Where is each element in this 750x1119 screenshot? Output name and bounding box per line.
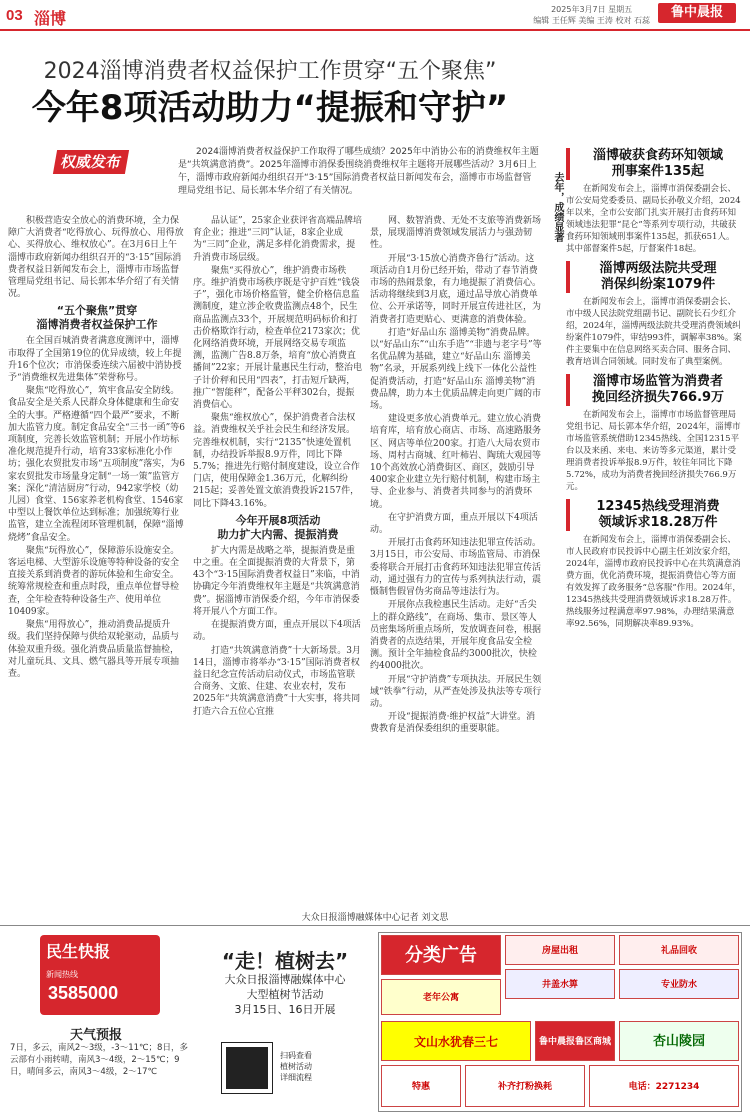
- hotline-title: 民生快报: [46, 942, 111, 961]
- article-kicker: 2024淄博消费者权益保护工作贯穿“五个聚焦”: [43, 59, 497, 84]
- classified-ads: [378, 932, 742, 1112]
- article-headline: 今年8项活动助力“提振和守护”: [31, 88, 509, 128]
- authority-tag: 权威发布: [53, 150, 129, 174]
- ad-box: 老年公寓: [381, 979, 501, 1015]
- sidebar-heading: 淄博破获食药环知领域 刑事案件135起: [566, 148, 742, 180]
- paragraph: 在提振消费方面，重点开展以下4项活动。: [193, 620, 361, 643]
- weather-forecast: 7日，多云，南风2～3级，-3～11℃；8日，多云部有小雨转晴，南风3～4级，2～15℃；9日，晴间多云，南风3～4级，2～17℃: [10, 1043, 188, 1077]
- sidebar: [566, 148, 742, 636]
- ad-box: 杏山陵园: [619, 1021, 739, 1061]
- issue-date: 2025年3月7日 星期五: [551, 5, 633, 14]
- sidebar-vertical-label: 去年，成绩显著: [552, 172, 563, 242]
- sidebar-text: 在新闻发布会上，淄博市消保委副会长、市公安局党委委员、副局长孙敬义介绍，2024年以来，全市公安部门扎实开展打击食药环知领域违法犯罪“昆仑”等系列专项行动，共破获食药环知领域刑事案件135起，抓获651人。其中部督案件5起，厅督案件18起。: [566, 184, 741, 254]
- ad-banner: 分类广告: [381, 935, 501, 975]
- page-header: [0, 0, 750, 30]
- paragraph: 开展你点我检惠民生活动。走好“舌尖上的群众路线”，在商场、集市、景区等人员密集场所重点场所，发放调查问卷，根据消费者的点选结果，开展年度食品安全检测。预计全年抽检食品约3000批次，快检约4000批次。: [370, 600, 542, 672]
- reporter-credit: 大众日报淄博融媒体中心记者 刘文思: [301, 913, 449, 923]
- sidebar-heading: 淄博两级法院共受理 消保纠纷案1079件: [566, 261, 742, 293]
- paragraph: 聚焦“用得放心”，推动消费品提质升级。我们坚持保障与供给双轮驱动，品质与体验双重升级。强化消费品质量监督抽检，对儿童玩具、文具、燃气器具等开展专项抽查。: [8, 620, 180, 679]
- tree-planting-title: “走！植树去”: [221, 949, 349, 973]
- ad-box: 专业防水: [619, 969, 739, 999]
- hotline-label: 新闻热线: [46, 970, 78, 979]
- paragraph: 聚焦“维权放心”，保护消费者合法权益。消费维权关乎社会民生和经济发展。完善维权机制，实行“2135”快速处置机制，办结投诉举报8.9万件，同比下降5.7%；推进先行赔付制度建设，设立合作门店，使用保障金1.36万元，化解纠纷215起；妥善处置文旅消费投诉2157件，同比下降43.16%。: [193, 413, 360, 509]
- divider: [0, 925, 750, 926]
- paragraph: 开展“3·15放心消费齐鲁行”活动。这项活动自1月份已经开始，带动了春节消费市场的热闹景象，有力地提振了消费信心。活动将继续到3月底，通过品导放心消费单位、公开承诺等，同时开展宣传进社区，为消费者打造更贴心、更满意的消费体验。: [370, 253, 542, 325]
- paragraph: 开展“守护消费”专项执法。开展民生领域“铁拳”行动，从严查处涉及执法等专项行动。: [370, 674, 542, 709]
- paragraph: 开设“提振消费·维护权益”大讲堂。消费教育是消保委组织的重要职能。: [370, 712, 536, 735]
- ad-box: 鲁中晨报鲁区商城: [535, 1021, 615, 1061]
- ad-box: 房屋出租: [505, 935, 615, 965]
- sidebar-heading: 淄博市场监管为消费者 挽回经济损失766.9万: [566, 374, 742, 406]
- paragraph: 打造“共筑满意消费”十大新场景。3月14日，淄博市将举办“3·15”国际消费者权益日纪念宣传活动启动仪式，市场监管联合商务、文旅、住建、农业农村，发布2025年“共筑满意消费”十大实事，将共同打造六合五位心宜推: [193, 645, 361, 717]
- paragraph: 扩大内需是战略之举，提振消费是重中之重。在全面提振消费的大背景下，第43个“3·15国际消费者权益日”来临，中消协确定今年消费维权年主题是“共筑满意消费”。据淄博市消保委介绍，今年市消保委将开展八个方面工作。: [193, 545, 360, 617]
- paragraph: 打造“好品山东 淄博美物”消费品牌。以“好品山东”“山东手造”“非遗与老字号”等名优品牌为基础，建立“好品山东 淄博美物”名录，开展系列线上线下一体化公益性促消费活动，打造“好品山东 淄博美物”消费品牌，助力本土优质品牌走向更广阔的市场。: [370, 327, 542, 412]
- news-hotline-box: [40, 935, 160, 1015]
- paragraph: 网、数智消费、无处不支旅等消费新场景，展现淄博消费领域发展活力与强劲韧性。: [370, 216, 542, 251]
- article-lead: 2024淄博消费者权益保护工作取得了哪些成绩？2025年中消协公布的消费维权年主题是“共筑满意消费”。2025年淄博市消保委围绕消费维权年主题将开展哪些活动？3月6日上午，淄博市政府新闻办组织召开“3·15”国际消费者权益日新闻发布会，淄博市市场监督管理局党组书记、局长郭本华介绍了有关情况。: [178, 147, 539, 196]
- newspaper-logo: 鲁中晨报: [658, 3, 736, 23]
- ad-box: 文山水犹春三七: [381, 1021, 531, 1061]
- header-meta: [533, 4, 650, 26]
- paragraph: 品认证”，25家企业获评省高端品牌培育企业；推进“三同”认证，8家企业成为“三同”企业，满足多样化消费需求，提升消费市场层级。: [193, 216, 363, 263]
- qr-caption: 扫码查看 植树活动 详细流程: [280, 1051, 312, 1082]
- subheading: “五个聚焦”贯穿 淄博消费者权益保护工作: [36, 304, 158, 332]
- paragraph: 在守护消费方面，重点开展以下4项活动。: [370, 512, 538, 536]
- paragraph: 建设更多放心消费单元。建立放心消费培育库，培育放心商店、市场、高速路服务区、网店等单位200家。打造八大局农贸市场、周村古商城、红叶柿岩、陶琉大观园等10个高效放心消费街区、商区，鼓励引导400家企业建立先行赔付机制，构建市场主导、企业参与、消费者共同参与的消费环境。: [370, 414, 542, 510]
- article-column-2: [193, 215, 363, 905]
- sidebar-text: 在新闻发布会上，淄博市消保委副会长、市人民政府市民投诉中心副主任刘汝家介绍，2024年，淄博市政府民投诉中心在共筑满意消费方面，优化消费环境，提振消费信心等方面有效发挥了政务服务“总客服”作用。2024年，12345热线共受理消费领域诉求18.28万件。热线服务过程满意率97.98%，办理结果满意率92.56%，同期解决率89.93%。: [566, 535, 741, 629]
- ad-box: 电话：2271234: [589, 1065, 739, 1107]
- article-column-1: [8, 215, 186, 905]
- ad-box: 井盖水箅: [505, 969, 615, 999]
- article-column-3: [370, 215, 542, 905]
- ad-box: 补齐打粉换耗: [465, 1065, 585, 1107]
- header-rule: [0, 29, 750, 31]
- section-name: 淄博: [34, 9, 67, 28]
- paragraph: 开展打击食药环知违法犯罪宣传活动。3月15日，市公安局、市场监管局、市消保委将联合开展打击食药环知违法犯罪宣传活动，通过强有力的宣传与系列执法行动，震慑制售假冒伪劣商品等违法行为。: [370, 538, 542, 598]
- qr-code-icon[interactable]: [222, 1043, 272, 1093]
- ad-box: 礼品回收: [619, 935, 739, 965]
- ad-box: 特惠: [381, 1065, 461, 1107]
- paragraph: 聚焦“吃得放心”，筑牢食品安全防线。食品安全是关系人民群众身体健康和生命安全的大事。严格遵循“四个最严”要求，不断加大监管力度。制定食品安全“三书一函”等6项制度，完善长效监管机制；开展小作坊标准化规范提升行动，培育33家标准化小作坊；强化农贸批发市场“五项制度”落实，为6家农贸批发市场量身定制“一场一策”监管方案；深化“清洁厨房”行动，942家学校（幼儿园）食堂、156家养老机构食堂、1546家中型以上餐饮单位达到标准；加强统筹行业监管，建立全流程闭环管理机制，保障“淄博烧烤”食品安全。: [8, 386, 185, 543]
- weather-title: 天气预报: [70, 1028, 123, 1043]
- subheading: 今年开展8项活动 助力扩大内需、提振消费: [217, 513, 339, 541]
- sidebar-text: 在新闻发布会上，淄博市消保委副会长、市中级人民法院党组副书记、副院长石少红介绍，2024年，淄博两级法院共受理消费领域纠纷案件1079件，审结993件，调解率38%。案件主要集中在信息网络买卖合同、服务合同、教育培训合同领域。同时发布了典型案例。: [566, 297, 742, 367]
- sidebar-text: 在新闻发布会上，淄博市市场监督管理局党组书记、局长郭本华介绍，2024年，淄博市市场监管系统借助12345热线、全国12315平台以及来函、来电、来访等多元渠道，累计受理消费者投诉举报8.9万件，较往年同比下降5.72%，成功为消费者挽回经济损失766.9万元。: [566, 410, 741, 492]
- page-number: 03: [6, 7, 23, 24]
- tree-planting-info: 大众日报淄博融媒体中心 大型植树节活动 3月15日、16日开展: [224, 973, 346, 1016]
- paragraph: 积极营造安全放心的消费环境，全力保障广大消费者“吃得放心、玩得放心、用得放心、买得放心、维权放心”。在3月6日上午淄博市政府新闻办组织召开的“3·15”国际消费者权益日新闻发布会上，淄博市市场监督管理局党组书记、局长郭本华介绍了有关情况。: [8, 216, 184, 300]
- editors: 编辑 王任辉 美编 王涛 校对 石蕊: [533, 16, 650, 25]
- paragraph: 聚焦“玩得放心”，保障游乐设施安全。客运电梯、大型游乐设施等特种设备的安全直接关系到消费者的游玩体验和生命安全。统筹常规检查和重点时段，重点单位督导检查，全年检查特种设备生产、使用单位10409家。: [8, 545, 180, 617]
- hotline-phone: 3585000: [48, 983, 119, 1003]
- paragraph: 聚焦“买得放心”，维护消费市场秩序。维护消费市场秩序既是守护百姓“钱袋子”，强化市场价格监管，健全价格信息监测制度，建立涉企收费监测点48个，民生商品监测点33个，开展规范明码标价和打击价格欺诈行动，检查单位2173家次；优化网络消费环境，开展网络交易专项监测，监测广告8.8万条，培育“放心消费直播间”22家；开展计量惠民生行动，整治电子计价秤和民用“四表”，打击短斤缺两，推广“智能秤”，配备公平秤302台，提振消费信心。: [193, 265, 363, 411]
- sidebar-heading: 12345热线受理消费 领域诉求18.28万件: [566, 499, 742, 531]
- paragraph: 在全国百城消费者满意度测评中，淄博市取得了全国第19位的优异成绩，较上年提升16个位次；市消保委连续六届被中消协授予“消费维权先进集体”荣誉称号。: [8, 336, 182, 384]
